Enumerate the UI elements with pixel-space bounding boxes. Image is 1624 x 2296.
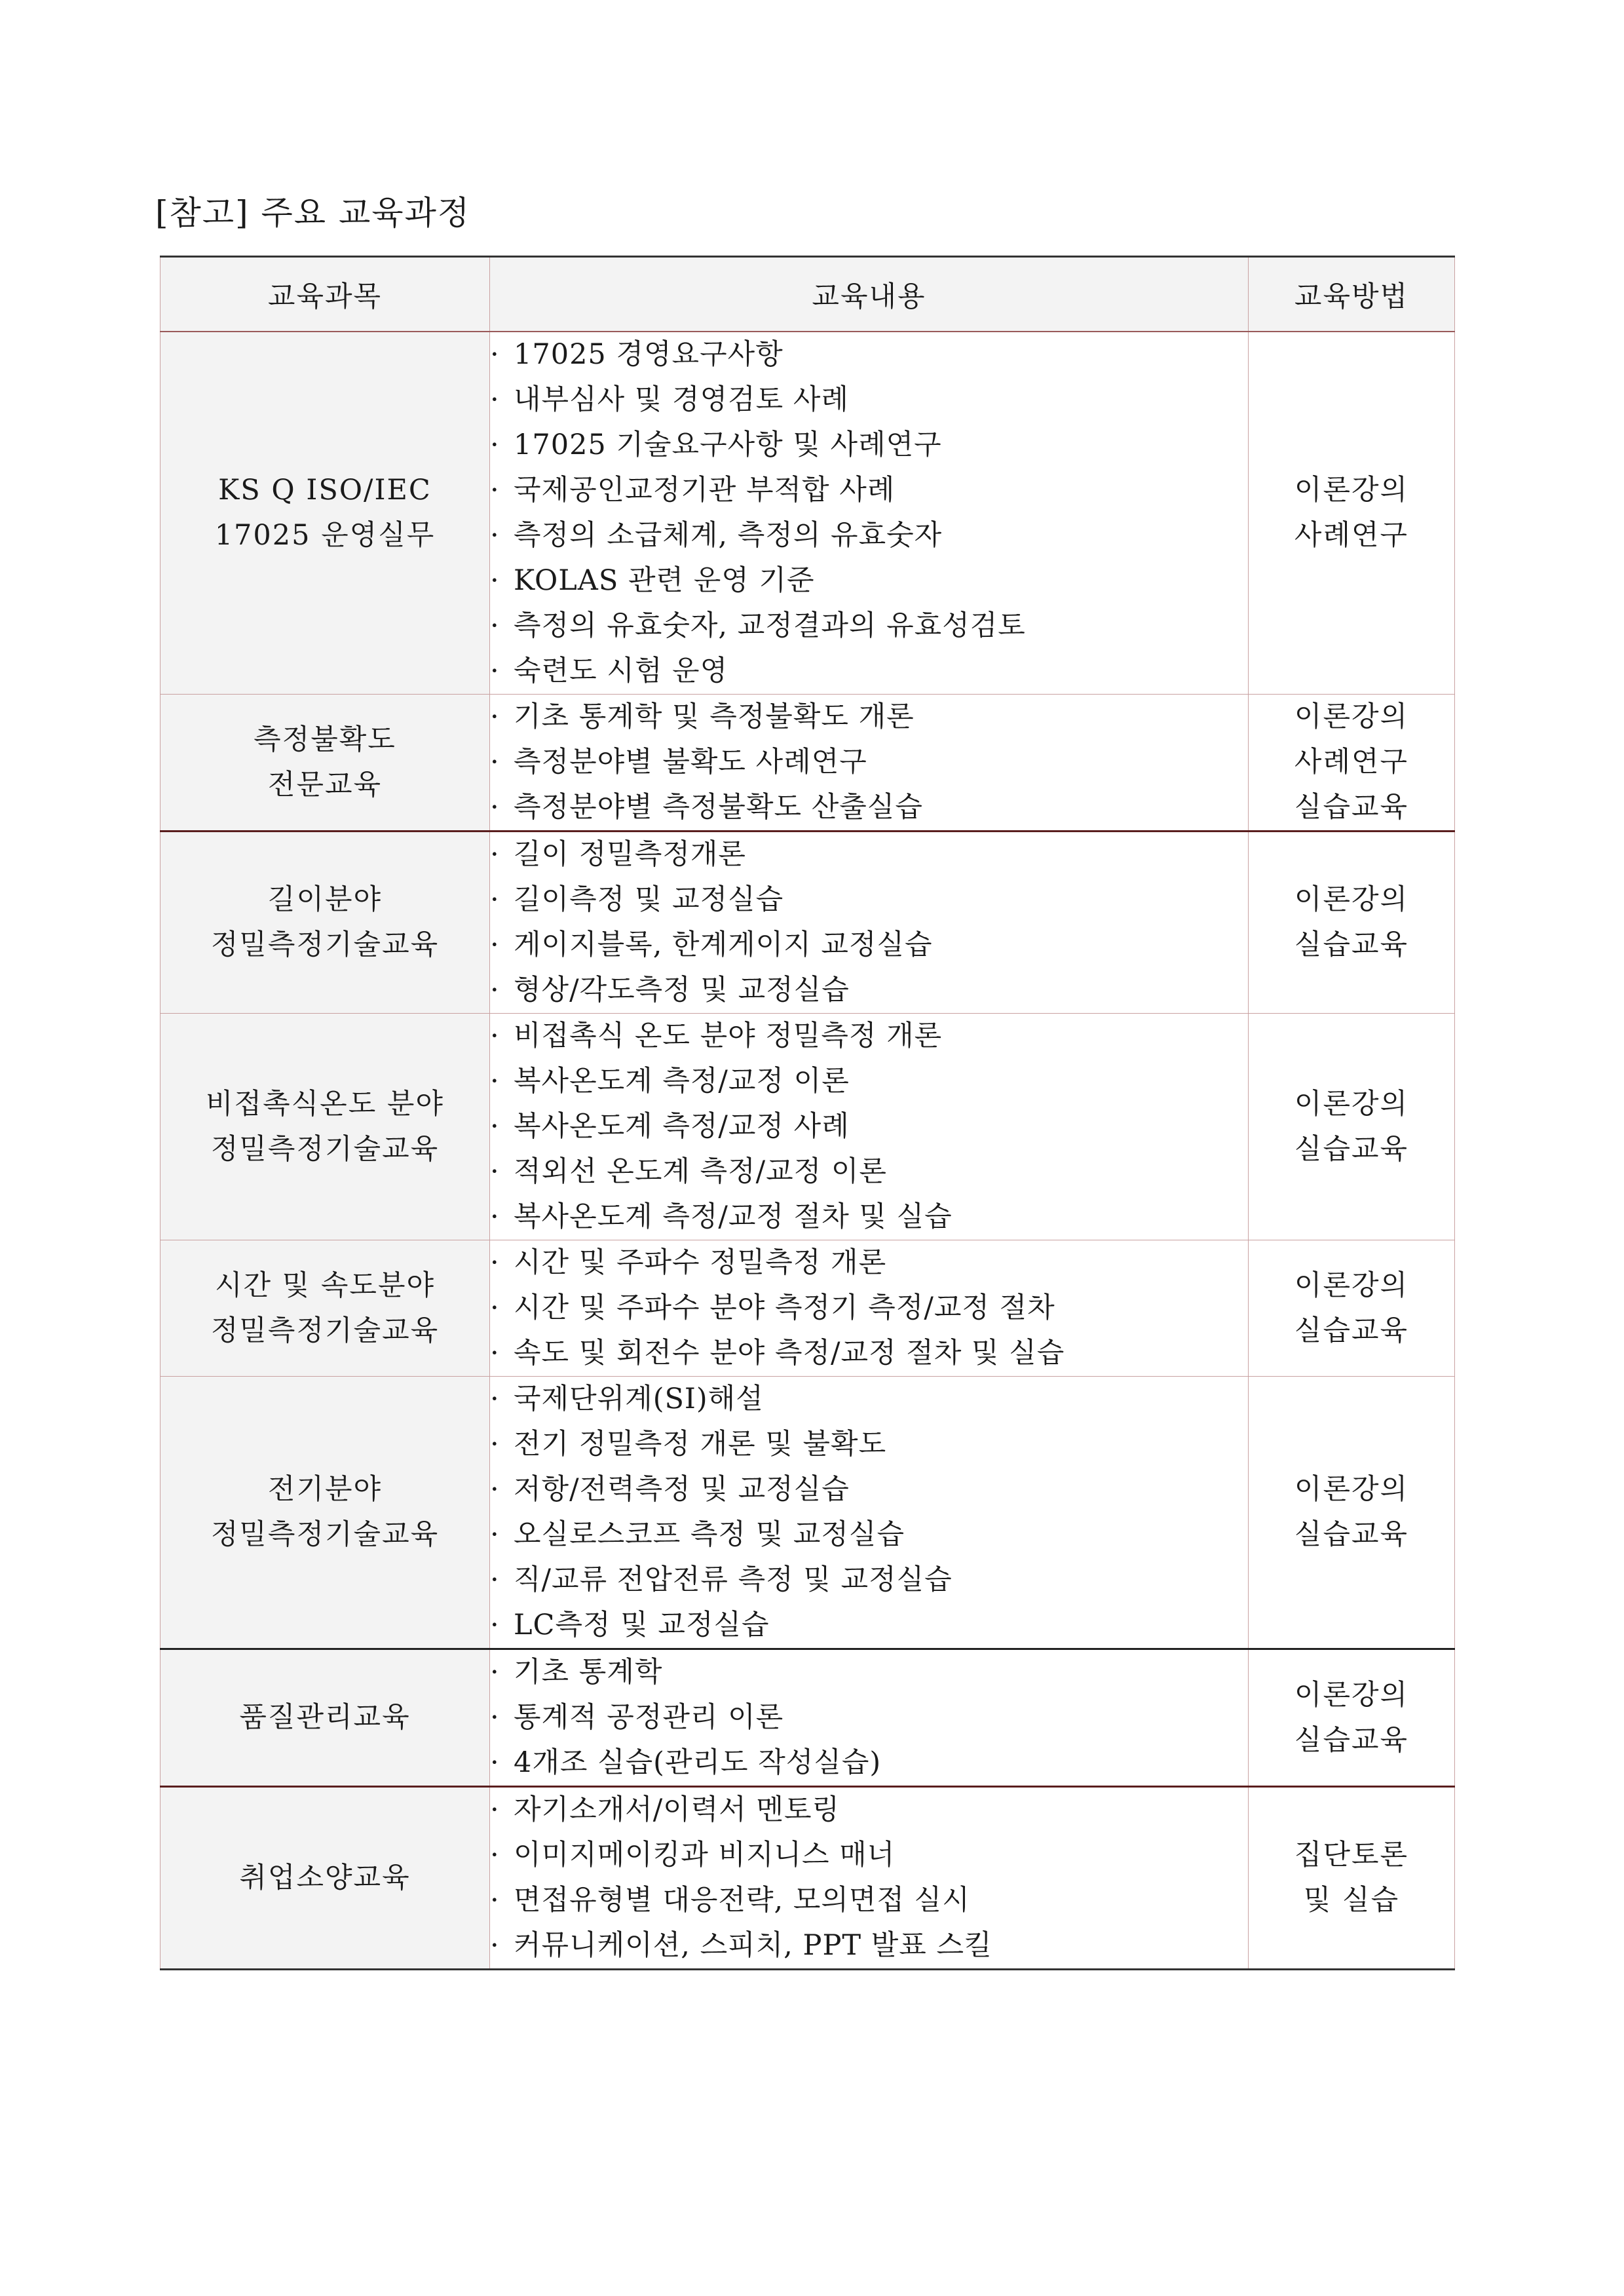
bullet-dot-icon: · [490,1839,500,1871]
method-cell [1249,832,1455,1014]
content-item: · LC측정 및 교정실습 [490,1603,1248,1648]
subject-line: 정밀측정기술교육 [210,1518,440,1551]
subject-line: 정밀측정기술교육 [210,1132,440,1166]
bullet-dot-icon: · [490,974,500,1006]
content-item: · 17025 경영요구사항 [490,332,1248,377]
bullet-dot-icon: · [490,429,500,461]
subject-line: 17025 운영실무 [214,519,436,552]
bullet-dot-icon: · [490,519,500,552]
subject-cell [161,1014,490,1240]
bullet-dot-icon: · [490,338,500,371]
table-row [161,332,1455,695]
bullet-dot-icon: · [490,1246,500,1279]
content-item: · 비접촉식 온도 분야 정밀측정 개론 [490,1014,1248,1059]
bullet-dot-icon: · [490,1884,500,1917]
subject-line: 시간 및 속도분야 [214,1269,436,1302]
method-cell [1249,1014,1455,1240]
table-row [161,832,1455,1014]
method-line: 실습교육 [1294,1518,1409,1551]
table-row [161,1787,1455,1970]
content-item: · 복사온도계 측정/교정 절차 및 실습 [490,1195,1248,1240]
bullet-dot-icon: · [490,1292,500,1324]
bullet-dot-icon: · [490,1020,500,1052]
bullet-dot-icon: · [490,1155,500,1188]
bullet-dot-icon: · [490,700,500,733]
method-line: 이론강의 [1294,1678,1409,1712]
table-row [161,1014,1455,1240]
content-item: · 속도 및 회전수 분야 측정/교정 절차 및 실습 [490,1331,1248,1376]
method-line: 실습교육 [1294,1132,1409,1166]
bullet-dot-icon: · [490,1110,500,1143]
content-item: · 국제단위계(SI)해설 [490,1377,1248,1422]
subject-line: 취업소양교육 [239,1861,411,1894]
table-header-row [161,257,1455,332]
method-line: 실습교육 [1294,1314,1409,1347]
content-cell [490,695,1249,832]
method-line: 이론강의 [1294,700,1409,733]
content-item: · 통계적 공정관리 이론 [490,1695,1248,1740]
bullet-dot-icon: · [490,1518,500,1551]
subject-line: 전문교육 [267,768,383,801]
method-line: 실습교육 [1294,1723,1409,1757]
bullet-dot-icon: · [490,1563,500,1596]
method-line: 사례연구 [1294,746,1409,778]
content-item: · 형상/각도측정 및 교정실습 [490,968,1248,1013]
bullet-dot-icon: · [490,746,500,778]
content-item: · 측정의 소급체계, 측정의 유효숫자 [490,513,1248,558]
bullet-dot-icon: · [490,383,500,416]
method-line: 실습교육 [1294,791,1409,824]
content-item: · 직/교류 전압전류 측정 및 교정실습 [490,1558,1248,1603]
content-item: · 시간 및 주파수 분야 측정기 측정/교정 절차 [490,1286,1248,1331]
subject-cell [161,1649,490,1787]
bullet-dot-icon: · [490,1383,500,1415]
bullet-dot-icon: · [490,474,500,507]
subject-cell [161,832,490,1014]
subject-line: 비접촉식온도 분야 [206,1087,444,1120]
content-item: · 17025 기술요구사항 및 사례연구 [490,423,1248,468]
course-table [160,256,1455,1970]
bullet-dot-icon: · [490,1609,500,1641]
subject-line: 길이분야 [267,883,383,916]
bullet-dot-icon: · [490,1065,500,1098]
content-item: · 길이 정밀측정개론 [490,832,1248,877]
content-item: · 면접유형별 대응전략, 모의면접 실시 [490,1878,1248,1923]
header-content: 교육내용 [490,257,1249,332]
method-line: 사례연구 [1294,519,1409,552]
content-item: · 게이지블록, 한계게이지 교정실습 [490,923,1248,968]
method-line: 이론강의 [1294,474,1409,507]
content-cell [490,1240,1249,1377]
bullet-dot-icon: · [490,609,500,642]
content-item: · 오실로스코프 측정 및 교정실습 [490,1512,1248,1558]
method-line: 실습교육 [1294,928,1409,961]
content-item: · 숙련도 시험 운영 [490,649,1248,694]
table-row [161,1377,1455,1649]
bullet-dot-icon: · [490,1656,500,1689]
method-cell [1249,1240,1455,1377]
table-row [161,1649,1455,1787]
subject-cell [161,1377,490,1649]
subject-line: 정밀측정기술교육 [210,1314,440,1347]
subject-line: 측정불확도 [254,723,396,756]
content-item: · 시간 및 주파수 정밀측정 개론 [490,1240,1248,1286]
method-line: 이론강의 [1294,1269,1409,1302]
header-method: 교육방법 [1249,257,1455,332]
subject-line: KS Q ISO/IEC [218,474,432,507]
content-item: · 측정의 유효숫자, 교정결과의 유효성검토 [490,603,1248,649]
content-item: · 복사온도계 측정/교정 이론 [490,1059,1248,1104]
bullet-dot-icon: · [490,928,500,961]
bullet-dot-icon: · [490,883,500,916]
content-item: · 기초 통계학 및 측정불확도 개론 [490,695,1248,740]
content-item: · 측정분야별 측정불확도 산출실습 [490,785,1248,830]
method-line: 집단토론 [1294,1839,1409,1871]
content-item: · 측정분야별 불확도 사례연구 [490,740,1248,785]
subject-cell [161,695,490,832]
content-item: · 적외선 온도계 측정/교정 이론 [490,1149,1248,1195]
content-item: · 이미지메이킹과 비지니스 매너 [490,1833,1248,1878]
bullet-dot-icon: · [490,1337,500,1369]
content-cell [490,1014,1249,1240]
content-item: · 길이측정 및 교정실습 [490,877,1248,923]
content-item: · KOLAS 관련 운영 기준 [490,558,1248,603]
content-cell [490,1377,1249,1649]
method-cell [1249,1649,1455,1787]
bullet-dot-icon: · [490,1428,500,1461]
content-item: · 국제공인교정기관 부적합 사례 [490,468,1248,513]
content-item: · 복사온도계 측정/교정 사례 [490,1104,1248,1149]
content-item: · 저항/전력측정 및 교정실습 [490,1467,1248,1512]
table-row [161,1240,1455,1377]
method-cell [1249,1377,1455,1649]
bullet-dot-icon: · [490,1793,500,1826]
table-row [161,695,1455,832]
subject-line: 정밀측정기술교육 [210,928,440,961]
method-cell [1249,695,1455,832]
method-line: 이론강의 [1294,1087,1409,1120]
bullet-dot-icon: · [490,791,500,824]
subject-line: 전기분야 [267,1473,383,1506]
bullet-dot-icon: · [490,1473,500,1506]
content-cell [490,832,1249,1014]
content-item: · 커뮤니케이션, 스피치, PPT 발표 스킬 [490,1923,1248,1968]
header-subject: 교육과목 [161,257,490,332]
bullet-dot-icon: · [490,1200,500,1233]
content-item: · 전기 정밀측정 개론 및 불확도 [490,1422,1248,1467]
bullet-dot-icon: · [490,655,500,687]
subject-cell [161,1240,490,1377]
method-line: 이론강의 [1294,1473,1409,1506]
content-item: · 자기소개서/이력서 멘토링 [490,1788,1248,1833]
method-line: 및 실습 [1303,1884,1400,1917]
method-cell [1249,332,1455,695]
content-item: · 4개조 실습(관리도 작성실습) [490,1740,1248,1786]
content-cell [490,332,1249,695]
content-cell [490,1787,1249,1970]
page-title: [참고] 주요 교육과정 [155,194,471,232]
method-line: 이론강의 [1294,883,1409,916]
content-item: · 내부심사 및 경영검토 사례 [490,377,1248,423]
method-cell [1249,1787,1455,1970]
subject-cell [161,1787,490,1970]
content-item: · 기초 통계학 [490,1650,1248,1695]
bullet-dot-icon: · [490,1746,500,1779]
subject-cell [161,332,490,695]
bullet-dot-icon: · [490,838,500,871]
bullet-dot-icon: · [490,1929,500,1962]
subject-line: 품질관리교육 [239,1701,411,1734]
bullet-dot-icon: · [490,1701,500,1734]
content-cell [490,1649,1249,1787]
bullet-dot-icon: · [490,564,500,597]
